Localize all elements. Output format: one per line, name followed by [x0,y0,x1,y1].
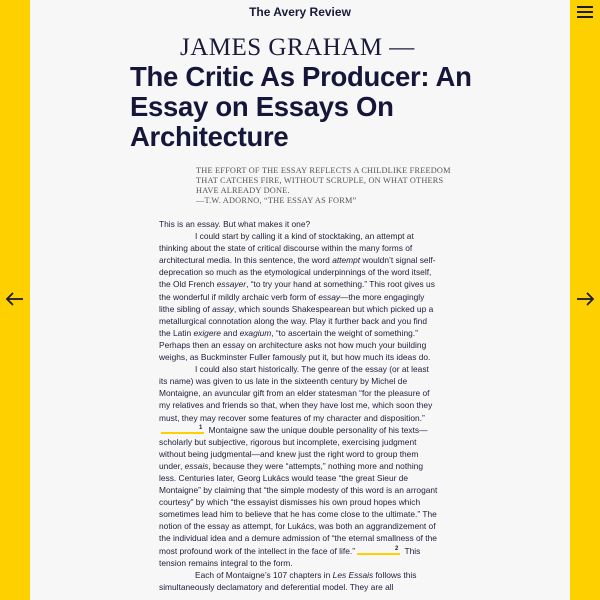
epigraph-line: HAVE ALREADY DONE. [196,186,290,195]
footnote-marker[interactable]: 1 [161,425,204,434]
paragraph: This is an essay. But what makes it one? [159,219,311,229]
paragraph: Each of Montaigne’s 107 chapters in Les Essais follows this simultaneously declamatory and deferential model. They are all [159,569,417,592]
epigraph-line: THE EFFORT OF THE ESSAY REFLECTS A CHILDLIKE FREEDOM [196,166,451,175]
arrow-right-icon[interactable] [575,289,595,309]
site-title[interactable]: The Avery Review [249,5,351,19]
epigraph [196,166,451,206]
article-title: The Critic As Producer: An Essay on Essays On Architecture [130,61,472,152]
article-body [159,218,439,593]
paragraph: I could start by calling it a kind of stocktaking, an attempt at thinking about the state of critical discourse within the many forms of architectural media. In this sentence, the word attempt wouldn’t signal self-deprecation so much as the etymological underpinnings of the word itself, the Old French essayer, “to try your hand at something.” This root gives us the wonderful if mildly archaic verb form of essay—the more engagingly lithe sibling of assay, which sounds Shakespearean but which picked up a metallurgical connotation along the way. Play it further back and you find the Latin exigere and exagium, “to ascertain the weight of something.” Perhaps then an essay on architecture asks not how much your building weighs, as Buckminster Fuller famously put it, but how much its ideas do. [159,231,436,363]
arrow-left-icon[interactable] [5,289,25,309]
epigraph-attribution: —T.W. ADORNO, “THE ESSAY AS FORM” [196,196,357,205]
paragraph: I could also start historically. The genre of the essay (or at least its name) was given to us late in the sixteenth century by Michel de Montaigne, an avuncular gift from an elder statesman “for the pleasure of my relatives and friends so that, when they have lost me, which soon they must, they may recover some features of my character and disposition.”1 Montaigne saw the unique double personality of his texts—scholarly but subjective, rigorous but incomplete, exercising judgment without being judgmental—and knew just the right word to group them under, essais, because they were “attempts,” nothing more and nothing less. Centuries later, Georg Lukács would tease “the great Sieur de Montaigne” by claiming that “the simple modesty of this word is an arrogant courtesy” by which “the essayist dismisses his own proud hopes which sometimes lead him to believe that he has come close to the ultimate.” The notion of the essay as attempt, for Lukács, was both an aggrandizement of the individual idea and a demure admission of “the eternal smallness of the most profound work of the intellect in the face of life.” 2 This tension remains integral to the form. [159,364,438,568]
footnote-marker[interactable]: 2 [357,546,400,555]
epigraph-line: THAT CATCHES FIRE, WITHOUT SCRUPLE, ON WHAT OTHERS [196,176,444,185]
author-name[interactable]: JAMES GRAHAM — [180,34,415,61]
hamburger-menu-icon[interactable] [577,6,593,20]
